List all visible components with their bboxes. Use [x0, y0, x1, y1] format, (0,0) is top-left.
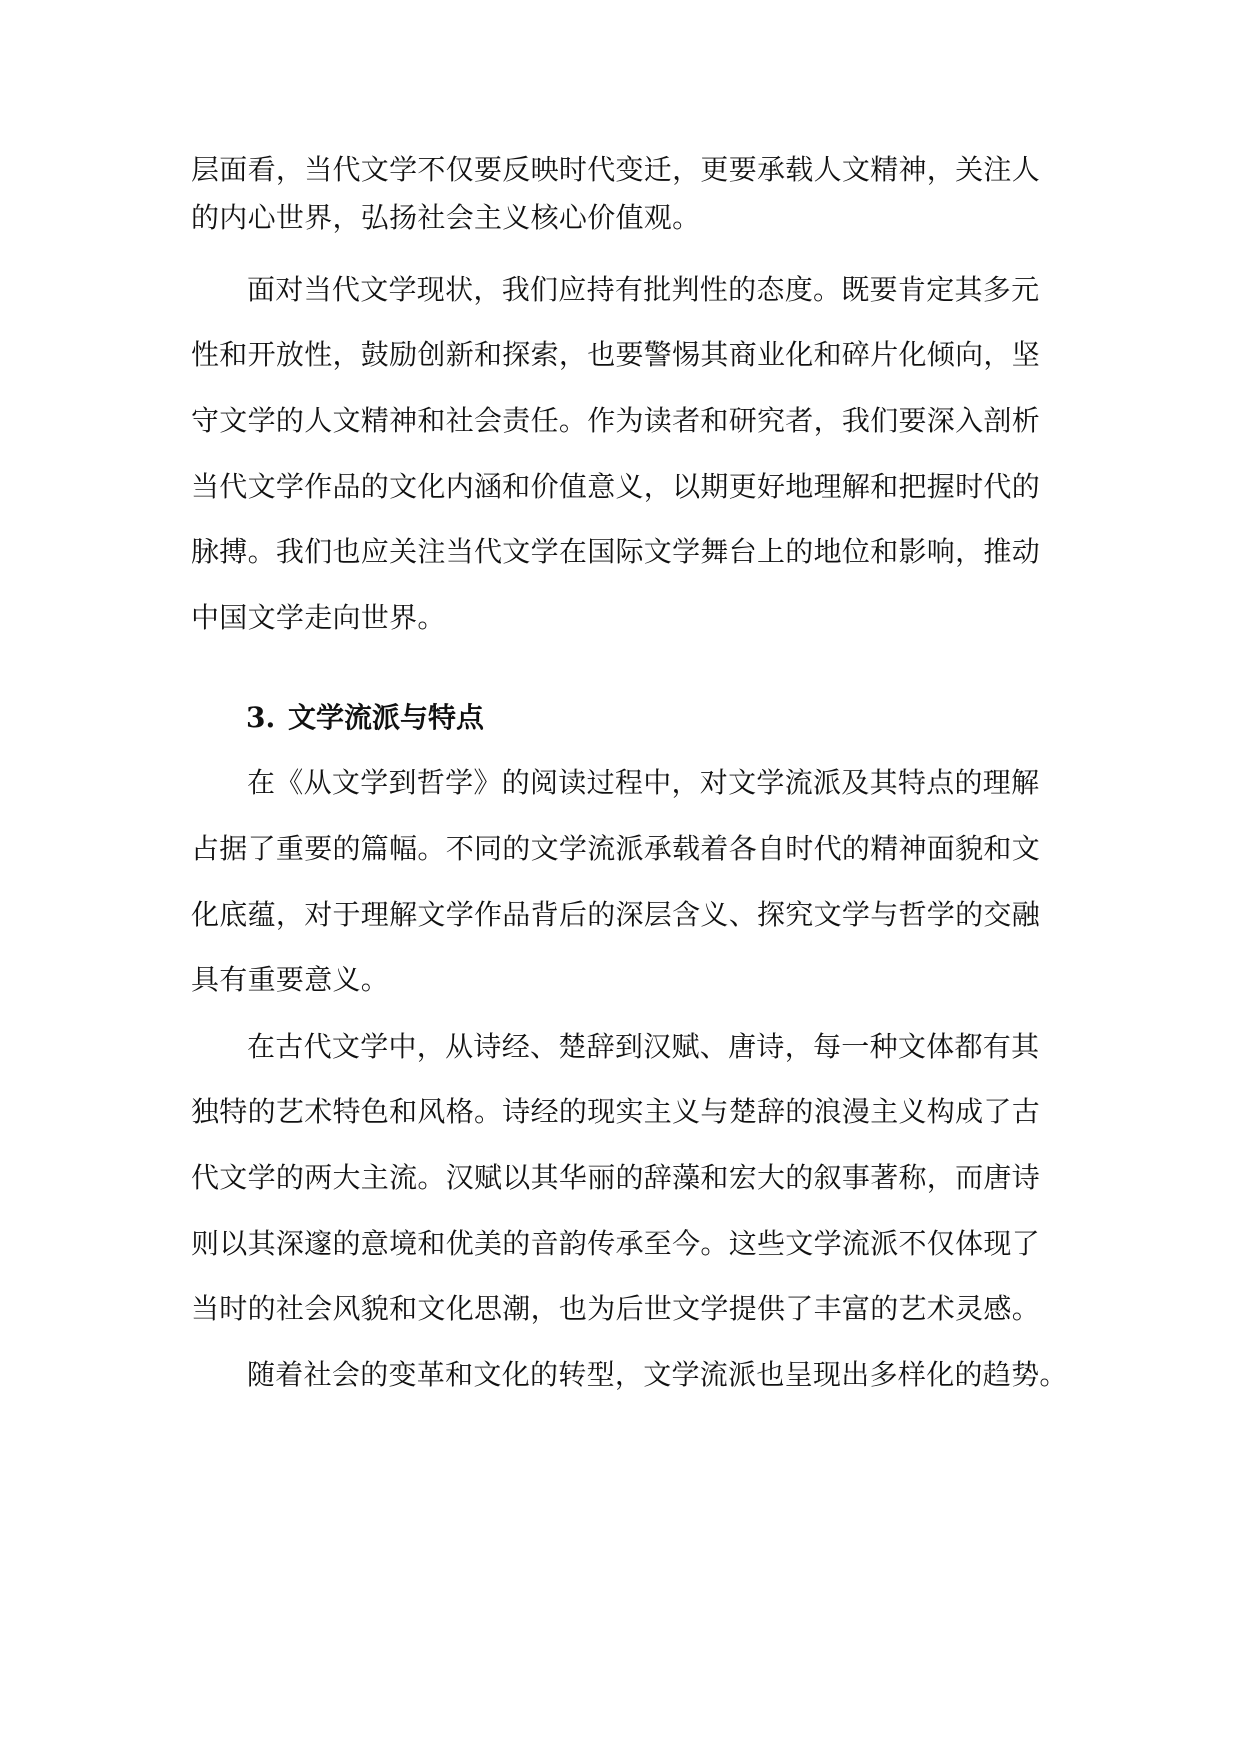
paragraph-line: 独特的艺术特色和风格。诗经的现实主义与楚辞的浪漫主义构成了古: [191, 1095, 1041, 1128]
paragraph-line: 面对当代文学现状，我们应持有批判性的态度。既要肯定其多元: [247, 273, 1040, 306]
paragraph-line: 占据了重要的篇幅。不同的文学流派承载着各自时代的精神面貌和文: [191, 832, 1041, 865]
paragraph-line: 当代文学作品的文化内涵和价值意义，以期更好地理解和把握时代的: [191, 470, 1041, 503]
paragraph-line: 在古代文学中，从诗经、楚辞到汉赋、唐诗，每一种文体都有其: [247, 1030, 1040, 1063]
paragraph-line: 具有重要意义。: [191, 963, 390, 996]
paragraph-line: 性和开放性，鼓励创新和探索，也要警惕其商业化和碎片化倾向，坚: [191, 338, 1041, 371]
paragraph-line: 代文学的两大主流。汉赋以其华丽的辞藻和宏大的叙事著称，而唐诗: [191, 1161, 1041, 1194]
paragraph-line: 则以其深邃的意境和优美的音韵传承至今。这些文学流派不仅体现了: [191, 1227, 1041, 1260]
paragraph-line: 中国文学走向世界。: [191, 601, 446, 634]
paragraph-line: 的内心世界，弘扬社会主义核心价值观。: [191, 201, 701, 234]
section-number: 3.: [246, 701, 276, 734]
paragraph-line: 当时的社会风貌和文化思潮，也为后世文学提供了丰富的艺术灵感。: [191, 1292, 1041, 1325]
paragraph-line: 守文学的人文精神和社会责任。作为读者和研究者，我们要深入剖析: [191, 404, 1041, 437]
section-heading: [246, 700, 484, 736]
paragraph-line: 层面看，当代文学不仅要反映时代变迁，更要承载人文精神，关注人: [191, 153, 1041, 186]
section-title: 文学流派与特点: [288, 701, 485, 734]
paragraph-line: 随着社会的变革和文化的转型，文学流派也呈现出多样化的趋势。: [247, 1358, 1068, 1391]
paragraph-line: 在《从文学到哲学》的阅读过程中，对文学流派及其特点的理解: [247, 766, 1040, 799]
paragraph-line: 脉搏。我们也应关注当代文学在国际文学舞台上的地位和影响，推动: [191, 535, 1041, 568]
paragraph-line: 化底蕴，对于理解文学作品背后的深层含义、探究文学与哲学的交融: [191, 898, 1041, 931]
